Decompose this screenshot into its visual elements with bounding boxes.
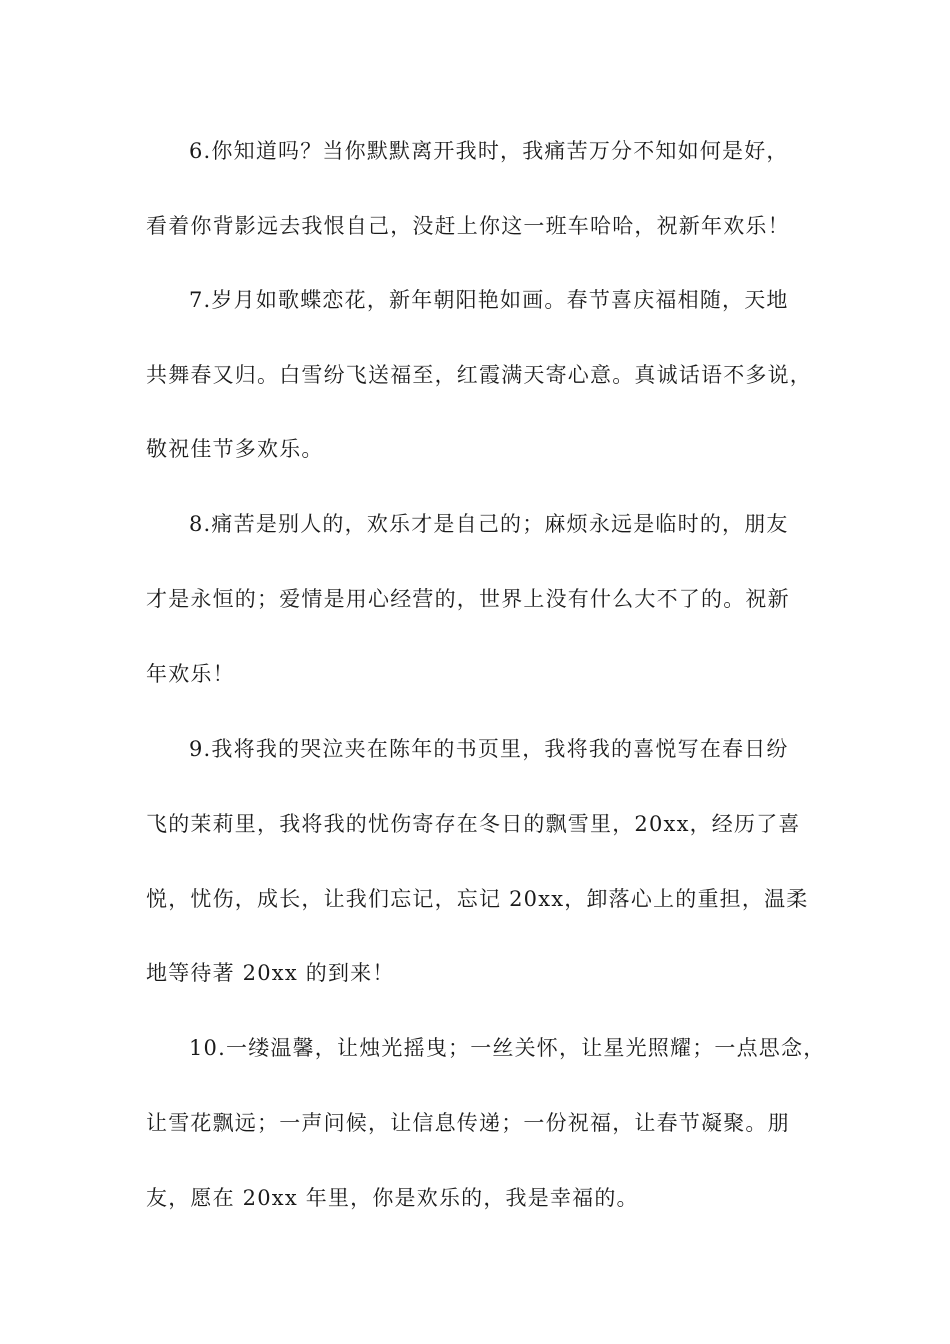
paragraph-line: 10.一缕温馨，让烛光摇曳；一丝关怀，让星光照耀；一点思念， (189, 1036, 826, 1060)
paragraph-line: 友，愿在 20xx 年里，你是欢乐的，我是幸福的。 (146, 1186, 639, 1210)
paragraph-line: 8.痛苦是别人的，欢乐才是自己的；麻烦永远是临时的，朋友 (189, 512, 789, 536)
paragraph-line: 敬祝佳节多欢乐。 (146, 437, 324, 461)
paragraph-line: 6.你知道吗？当你默默离开我时，我痛苦万分不知如何是好， (189, 139, 789, 163)
paragraph-line: 悦，忧伤，成长，让我们忘记，忘记 20xx，卸落心上的重担，温柔 (146, 887, 809, 911)
paragraph-line: 看着你背影远去我恨自己，没赶上你这一班车哈哈，祝新年欢乐！ (146, 214, 790, 238)
paragraph-line: 飞的茉莉里，我将我的忧伤寄存在冬日的飘雪里，20xx，经历了喜 (146, 812, 801, 836)
paragraph-line: 才是永恒的；爱情是用心经营的，世界上没有什么大不了的。祝新 (146, 587, 790, 611)
paragraph-line: 年欢乐！ (146, 662, 235, 686)
paragraph-line: 共舞春又归。白雪纷飞送福至，红霞满天寄心意。真诚话语不多说， (146, 363, 812, 387)
paragraph-line: 9.我将我的哭泣夹在陈年的书页里，我将我的喜悦写在春日纷 (189, 737, 789, 761)
paragraph-line: 7.岁月如歌蝶恋花，新年朝阳艳如画。春节喜庆福相随，天地 (189, 288, 789, 312)
paragraph-line: 让雪花飘远；一声问候，让信息传递；一份祝福，让春节凝聚。朋 (146, 1111, 790, 1135)
paragraph-line: 地等待著 20xx 的到来！ (146, 961, 395, 985)
